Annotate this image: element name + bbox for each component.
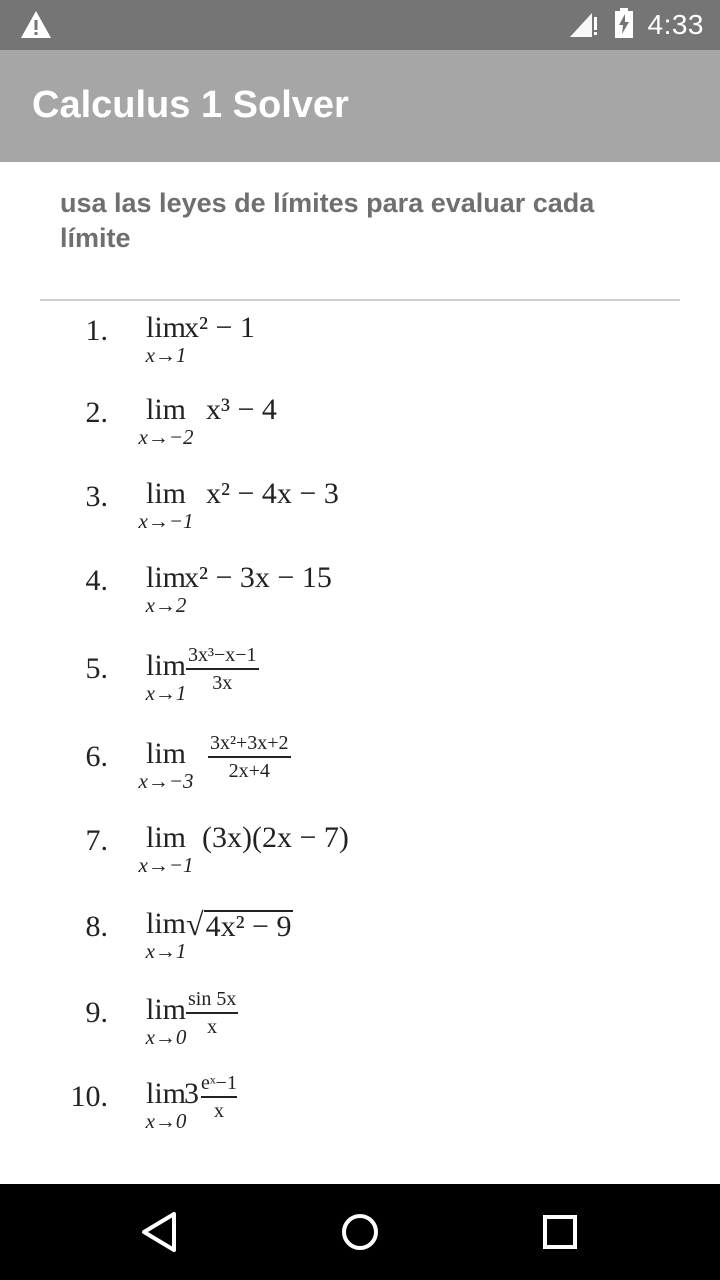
back-icon[interactable] [136, 1208, 184, 1256]
limit-subscript: x→0 [145, 1025, 187, 1049]
limit-operator [128, 822, 204, 876]
limit-subscript: x→−3 [138, 769, 194, 793]
problem-number: 7. [85, 824, 108, 857]
lim-word: lim [145, 393, 186, 426]
limit-subscript: x→1 [145, 681, 187, 705]
problem-item [40, 908, 680, 978]
lim-word: lim [145, 477, 186, 510]
limit-expression: x³ − 4 [206, 393, 277, 426]
limit-subscript: x→0 [145, 1109, 187, 1133]
problem-item [40, 988, 680, 1064]
problem-number: 10. [70, 1080, 108, 1113]
lim-word: lim [145, 311, 186, 344]
limit-expression: x² − 1 [184, 311, 255, 344]
numerator: 3x³−x−1 [188, 644, 257, 666]
lim-word: lim [145, 821, 186, 854]
divider [40, 299, 680, 301]
limit-subscript: x→−1 [138, 853, 194, 877]
denominator: x [213, 1100, 224, 1122]
fraction [186, 988, 238, 1038]
denominator: 3x [212, 672, 233, 694]
problem-number: 3. [85, 480, 108, 513]
base-number: 3 [184, 1077, 199, 1110]
exponent-fraction [201, 1072, 237, 1122]
problem-item [40, 562, 680, 632]
lim-word: lim [145, 907, 186, 940]
problem-item [40, 732, 680, 808]
problem-number: 8. [85, 910, 108, 943]
warning-icon [20, 10, 52, 40]
instruction-text: usa las leyes de límites para evaluar cada límite [60, 188, 595, 253]
fraction-bar [208, 756, 291, 758]
problem-item [40, 644, 680, 720]
lim-word: lim [145, 993, 186, 1026]
app-title: Calculus 1 Solver [32, 84, 349, 126]
problem-number: 9. [85, 996, 108, 1029]
fraction-bar [186, 668, 259, 670]
limit-operator [128, 394, 204, 448]
app-bar [0, 50, 720, 162]
lim-word: lim [145, 737, 186, 770]
numerator: eˣ−1 [201, 1072, 237, 1094]
limit-subscript: x→2 [145, 593, 187, 617]
fraction [208, 732, 291, 782]
problem-item [40, 1072, 680, 1148]
content-area [0, 162, 720, 1184]
radicand: 4x² − 9 [205, 910, 292, 943]
problem-item [40, 822, 680, 892]
battery-charging-icon [614, 8, 634, 43]
numerator: sin 5x [188, 988, 237, 1010]
denominator: 2x+4 [228, 760, 270, 782]
limit-expression: x² − 4x − 3 [206, 477, 339, 510]
limit-operator [128, 478, 204, 532]
status-bar [0, 0, 720, 50]
limit-subscript: x→1 [145, 343, 187, 367]
limit-subscript: x→−2 [138, 425, 194, 449]
denominator: x [207, 1016, 218, 1038]
lim-word: lim [145, 1077, 186, 1110]
square-root [186, 908, 293, 942]
problem-number: 1. [85, 314, 108, 347]
status-time: 4:33 [647, 9, 704, 40]
limit-expression: (3x)(2x − 7) [202, 821, 349, 854]
limit-subscript: x→−1 [138, 509, 194, 533]
limit-expression: x² − 3x − 15 [184, 561, 332, 594]
problem-number: 5. [85, 652, 108, 685]
fraction [186, 644, 259, 694]
problem-item [40, 394, 680, 464]
home-icon[interactable] [336, 1208, 384, 1256]
problem-number: 4. [85, 564, 108, 597]
limit-subscript: x→1 [145, 939, 187, 963]
lim-word: lim [145, 561, 186, 594]
fraction-bar [201, 1096, 237, 1098]
signal-icon [570, 9, 600, 42]
recents-icon[interactable] [536, 1208, 584, 1256]
problem-number: 6. [85, 740, 108, 773]
lim-word: lim [145, 649, 186, 682]
limit-operator [128, 738, 204, 792]
problem-item [40, 312, 680, 382]
numerator: 3x²+3x+2 [210, 732, 289, 754]
problem-number: 2. [85, 396, 108, 429]
fraction-bar [186, 1012, 238, 1014]
radical-sign: √ [186, 906, 204, 942]
navigation-bar [0, 1184, 720, 1280]
limit-expression [184, 1072, 237, 1122]
problem-item [40, 478, 680, 548]
